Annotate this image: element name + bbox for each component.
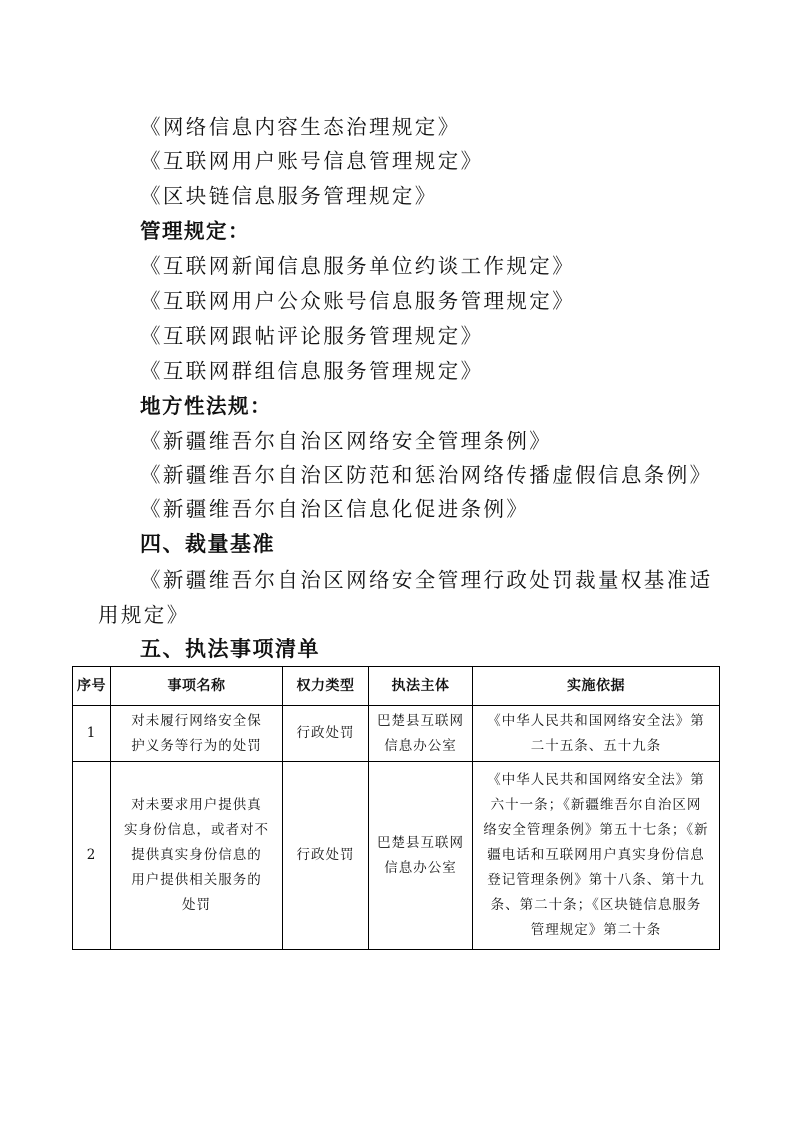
row-power-type: 行政处罚 <box>283 706 369 762</box>
enforcement-items-table <box>72 666 720 950</box>
management-item: 《互联网用户公众账号信息服务管理规定》 <box>140 289 576 313</box>
row-subject <box>369 706 473 762</box>
header-item-name: 事项名称 <box>111 667 283 706</box>
row-no: 1 <box>73 706 111 762</box>
text-line: 实身份信息，或者对不 <box>124 822 269 838</box>
row-item-name <box>111 762 283 950</box>
section-5-heading: 五、执法事项清单 <box>140 637 320 661</box>
text-line: 《中华人民共和国网络安全法》第 <box>487 712 705 729</box>
row-no: 2 <box>73 762 111 950</box>
regulation-item: 《区块链信息服务管理规定》 <box>140 184 438 208</box>
header-power-type: 权力类型 <box>283 667 369 706</box>
management-item: 《互联网群组信息服务管理规定》 <box>140 359 484 383</box>
section-4-heading: 四、裁量基准 <box>140 532 275 556</box>
table-row <box>73 762 720 950</box>
header-subject: 执法主体 <box>369 667 473 706</box>
text-line: 信息办公室 <box>384 859 457 876</box>
text-line: 疆电话和互联网用户真实身份信息 <box>487 847 705 863</box>
text-line: 管理规定》第二十条 <box>530 922 662 938</box>
row-subject <box>369 762 473 950</box>
table-header-row <box>73 667 720 706</box>
row-basis <box>473 706 720 762</box>
management-item: 《互联网跟帖评论服务管理规定》 <box>140 324 484 348</box>
management-heading: 管理规定： <box>140 219 250 243</box>
text-line: 信息办公室 <box>384 737 457 754</box>
text-line: 登记管理条例》第十八条、第十九 <box>487 872 705 888</box>
text-line: 巴楚县互联网 <box>377 712 464 729</box>
row-basis <box>473 762 720 950</box>
text-line: 用户提供相关服务的 <box>131 872 262 888</box>
text-line: 巴楚县互联网 <box>377 834 464 851</box>
text-line: 络安全管理条例》第五十七条；《新 <box>483 822 709 838</box>
management-item: 《互联网新闻信息服务单位约谈工作规定》 <box>140 254 576 278</box>
row-item-name <box>111 706 283 762</box>
text-line: 六十一条；《新疆维吾尔自治区网 <box>490 797 702 813</box>
local-regulation-item: 《新疆维吾尔自治区防范和惩治网络传播虚假信息条例》 <box>140 463 713 487</box>
regulation-item: 《互联网用户账号信息管理规定》 <box>140 149 484 173</box>
text-line: 二十五条、五十九条 <box>530 737 662 754</box>
section-4-line-2: 用规定》 <box>98 603 190 627</box>
local-regulation-item: 《新疆维吾尔自治区网络安全管理条例》 <box>140 429 553 453</box>
text-line: 处罚 <box>182 897 211 913</box>
header-basis: 实施依据 <box>473 667 720 706</box>
header-no: 序号 <box>73 667 111 706</box>
table-row <box>73 706 720 762</box>
local-regulation-item: 《新疆维吾尔自治区信息化促进条例》 <box>140 497 530 521</box>
text-line: 《中华人民共和国网络安全法》第 <box>487 772 705 788</box>
text-line: 提供真实身份信息的 <box>131 847 262 863</box>
row-power-type: 行政处罚 <box>283 762 369 950</box>
section-4-line-1: 《新疆维吾尔自治区网络安全管理行政处罚裁量权基准适 <box>140 568 713 592</box>
text-line: 条、第二十条；《区块链信息服务 <box>490 897 702 913</box>
text-line: 对未要求用户提供真 <box>131 797 262 813</box>
text-line: 护义务等行为的处罚 <box>131 737 262 754</box>
regulation-item: 《网络信息内容生态治理规定》 <box>140 115 461 139</box>
text-line: 对未履行网络安全保 <box>131 712 262 729</box>
local-regulations-heading: 地方性法规： <box>140 394 272 418</box>
